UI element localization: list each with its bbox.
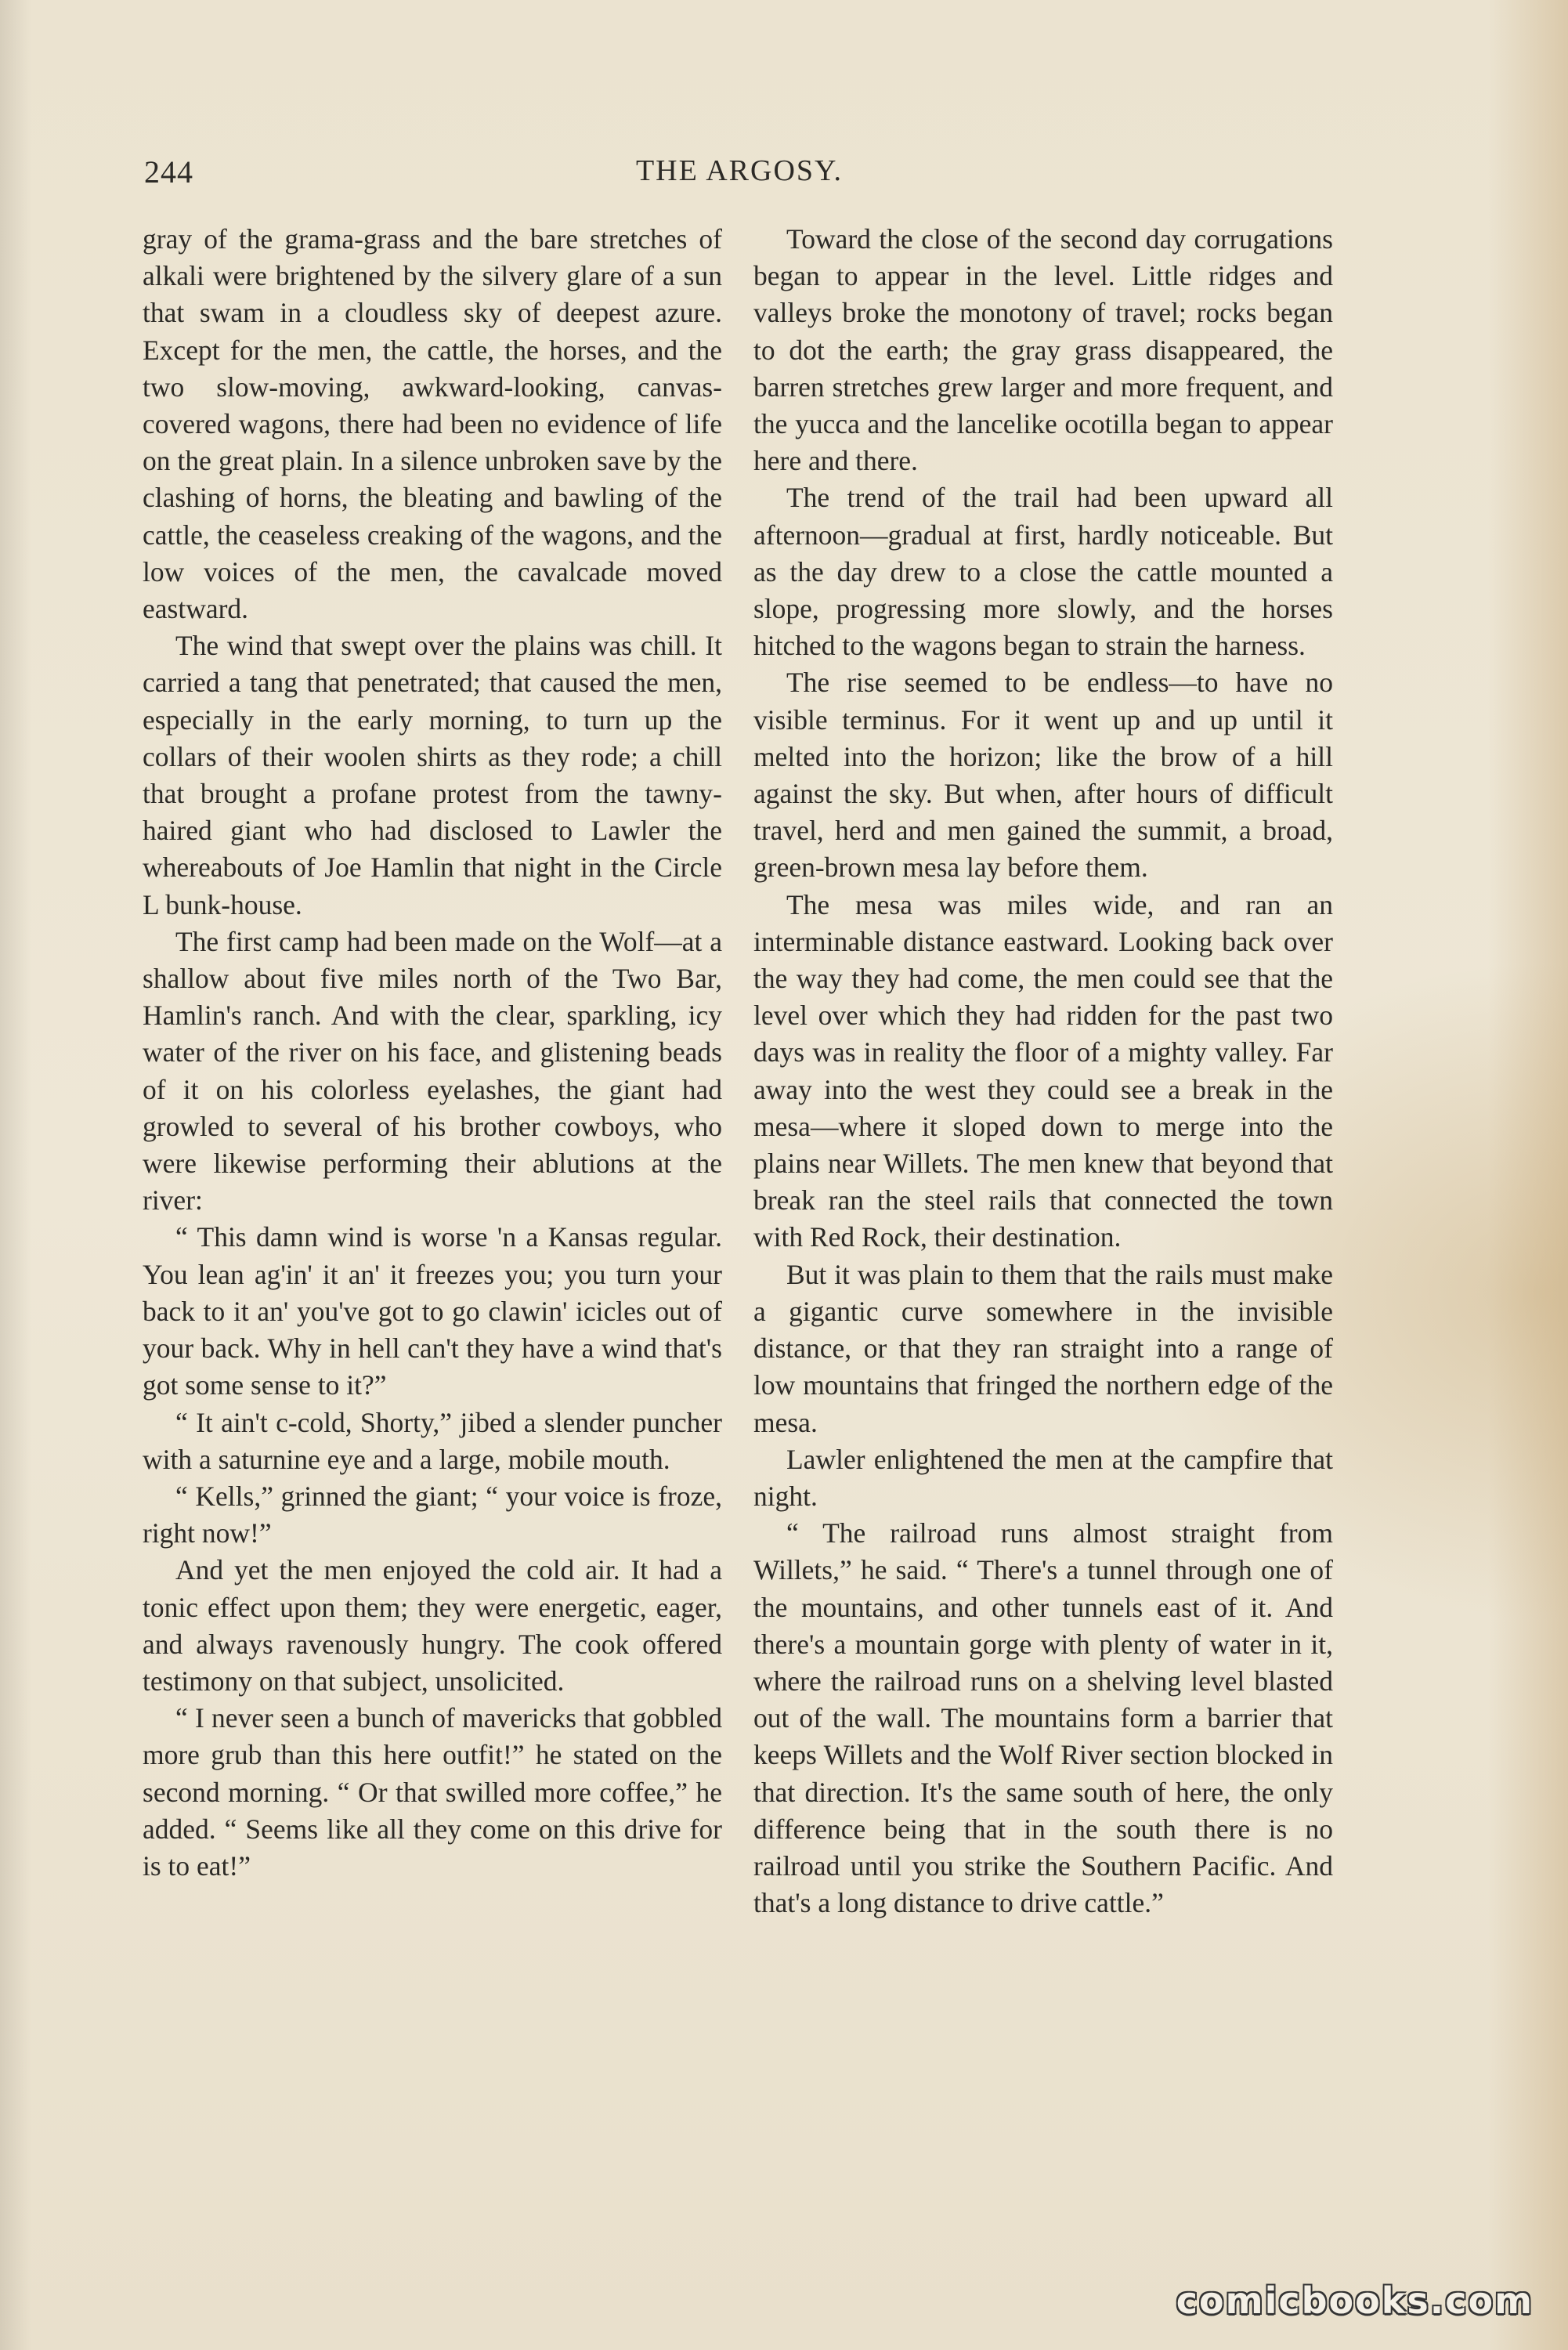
right-column bbox=[753, 221, 1333, 1922]
paragraph: The wind that swept over the plains was chill. It carried a tang that penetrated; that caused the men, especially in the early morning, to turn up the collars of their woolen shirts as they rode; a chill that brought a profane protest from the tawny-haired giant who had disclosed to Lawler the whereabouts of Joe Hamlin that night in the Circle L bunk-house. bbox=[143, 630, 722, 920]
site-watermark: comicbooks.com bbox=[1176, 2280, 1534, 2322]
paragraph: “ It ain't c-cold, Shorty,” jibed a slender puncher with a saturnine eye and a large, mobile mouth. bbox=[143, 1406, 722, 1475]
paragraph: The mesa was miles wide, and ran an interminable distance eastward. Looking back over the way they had come, the men could see that the level over which they had ridden for the past two days was in reality the floor of a mighty valley. Far away into the west they could see a break in the mesa—where it sloped down to merge into the plains near Willets. The men knew that beyond that break ran the steel rails that connected the town with Red Rock, their destination. bbox=[753, 888, 1333, 1253]
paragraph: “ The railroad runs almost straight from Willets,” he said. “ There's a tunnel through one of the mountains, and other tunnels east of it. And there's a mountain gorge with plenty of water in it, where the railroad runs on a shelving level blasted out of the wall. The mountains form a barrier that keeps Willets and the Wolf River section blocked in that direction. It's the same south of here, the only difference being that in the south there is no railroad until you strike the Southern Pacific. And that's a long distance to drive cattle.” bbox=[753, 1517, 1333, 1919]
paragraph: “ This damn wind is worse 'n a Kansas regular. You lean ag'in' it an' it freezes you; you turn your back to it an' you've got to go clawin' icicles out of your back. Why in hell can't they have a wind that's got some sense to it?” bbox=[143, 1221, 722, 1401]
left-column bbox=[143, 221, 722, 1885]
paragraph: But it was plain to them that the rails must make a gigantic curve somewhere in the invisible distance, or that they ran straight into a range of low mountains that fringed the northern edge of the mesa. bbox=[753, 1258, 1333, 1438]
paragraph: “ I never seen a bunch of mavericks that gobbled more grub than this here outfit!” he stated on the second morning. “ Or that swilled more coffee,” he added. “ Seems like all they come on this drive for is to eat!” bbox=[143, 1702, 722, 1882]
paragraph: The first camp had been made on the Wolf—at a shallow about five miles north of the Two Bar, Hamlin's ranch. And with the clear, sparkling, icy water of the river on his face, and glistening beads of it on his colorless eyelashes, the giant had growled to several of his brother cowboys, who were likewise performing their ablutions at the river: bbox=[143, 925, 722, 1217]
paragraph: Lawler enlightened the men at the campfire that night. bbox=[753, 1443, 1333, 1512]
running-title: THE ARGOSY. bbox=[635, 154, 844, 187]
page-header bbox=[144, 154, 1335, 201]
paragraph: The rise seemed to be endless—to have no visible terminus. For it went up and up until it melted into the horizon; like the brow of a hill against the sky. But when, after hours of difficult travel, herd and men gained the summit, a broad, green-brown mesa lay before them. bbox=[753, 667, 1333, 884]
paragraph: The trend of the trail had been upward all afternoon—gradual at first, hardly noticeable. But as the day drew to a close the cattle mounted a slope, progressing more slowly, and the horses hitched to the wagons began to strain the harness. bbox=[753, 482, 1333, 662]
paragraph: gray of the grama-grass and the bare stretches of alkali were brightened by the silvery glare of a sun that swam in a cloudless sky of deepest azure. Except for the men, the cattle, the horses, and the two slow-moving, awkward-looking, canvas-covered wagons, there had been no evidence of life on the great plain. In a silence unbroken save by the clashing of horns, the bleating and bawling of the cattle, the ceaseless creaking of the wagons, and the low voices of the men, the cavalcade moved eastward. bbox=[143, 223, 722, 625]
paragraph: “ Kells,” grinned the giant; “ your voice is froze, right now!” bbox=[143, 1480, 722, 1549]
page-number: 244 bbox=[144, 154, 193, 190]
paragraph: And yet the men enjoyed the cold air. It had a tonic effect upon them; they were energetic, eager, and always ravenously hungry. The cook offered testimony on that subject, unsolicited. bbox=[143, 1554, 722, 1697]
paragraph: Toward the close of the second day corrugations began to appear in the level. Little ridges and valleys broke the monotony of travel; rocks began to dot the earth; the gray grass disappeared, the barren stretches grew larger and more frequent, and the yucca and the lancelike ocotilla began to appear here and there. bbox=[753, 223, 1333, 477]
